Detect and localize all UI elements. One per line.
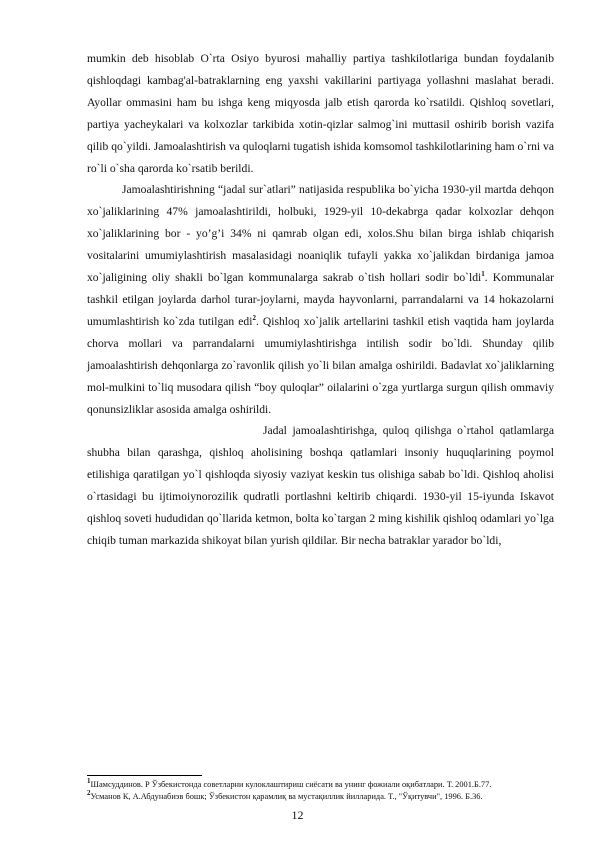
footnote-ref-1[interactable]: 1 (481, 270, 485, 279)
paragraph-2 (87, 179, 554, 420)
footnote-1 (87, 779, 554, 790)
page-body (87, 48, 554, 552)
footnote-2-text: Усманов К, А.Абдунабиэв бошк; Ўзбекистон қарамлиқ ва мустақиллик йилларида. Т., "Ўқитувчи", 1996. Б.36. (90, 792, 483, 801)
footnote-ref-2[interactable]: 2 (252, 314, 256, 323)
footnote-divider (87, 775, 202, 776)
paragraph-3: Jadal jamoalashtirishga, quloq qilishga o`rtahol qatlamlarga shubha bilan qarashga, qishloq aholisining boshqa qatlamlari insoniy huquqlarining poymol etilishiga qaratilgan yo`l qishloqda siyosiy vaziyat keskin tus olishiga sabab bo`ldi. Qishloq aholisi o`rtasidagi bu ijtimoiynorozilik qudratli portlashni keltirib chiqardi. 1930-yil 15-iyunda Iskavot qishloq soveti hududidan qo`llarida ketmon, bolta ko`targan 2 ming kishilik qishloq odamlari yo`lga chiqib tuman markazida shikoyat bilan yurish qildilar. Bir necha batraklar yarador bo`ldi, (87, 424, 554, 547)
footnote-1-text: Шамсуддинов. Р Ўзбекистонда советларни кулоклаштириш сиёсати ва унинг фожиали оқибатлари. Т. 2001.Б.77. (90, 780, 492, 789)
footnote-mark-1: 1 (87, 777, 91, 786)
page-number: 12 (291, 808, 304, 822)
footnotes (87, 779, 554, 803)
paragraph-2-part-c: . Qishloq xo`jalik artellarini tashkil etish vaqtida ham joylarda chorva mollari va parrandalarni umumiylashtirishga intilish sodir bo`ldi. Shunday qilib jamoalashtirish dehqonlarga zo`ravonlik qilish yo`li bilan amalga oshirildi. Badavlat xo`jaliklarning mol-mulkini to`liq musodara qilish “boy quloqlar” oilalarini o`zga yurtlarga surgun qilish ommaviy qonunsizliklar asosida amalga oshirildi. (87, 314, 554, 416)
paragraph-2-part-a: Jamoalashtirishning “jadal sur`atlari” natijasida respublika bo`yicha 1930-yil martda dehqon xo`jaliklarining 47% jamoalashtirildi, holbuki, 1929-yil 10-dekabrga qadar kolxozlar dehqon xo`jaliklarining bor - yo’g’i 34% ni qamrab olgan edi, xolos.Shu bilan birga ishlab chiqarish vositalarini umumiylashtirish masalasidagi noaniqlik tufayli yakka xo`jalikdan birdaniga jamoa xo`jaligining oliy shakli bo`lgan kommunalarga sakrab o`tish hollari sodir bo`ldi (87, 183, 554, 285)
footnote-mark-2: 2 (87, 789, 91, 798)
footnote-2 (87, 791, 554, 802)
paragraph-2-part-b: . Kommunalar tashkil etilgan joylarda darhol turar-joylarni, mayda hayvonlarni, parrandalarni va 14 hokazolarni umumlashtirish ko`zda tutilgan edi (87, 271, 554, 328)
paragraph-1: mumkin deb hisoblab O`rta Osiyo byurosi mahalliy partiya tashkilotlariga bundan foydalanib qishloqdagi kambag'al-batraklarning eng yaxshi vakillarini partiyaga yollashni maslahat beradi. Ayollar ommasini ham bu ishga keng miqyosda jalb etish qarorda ko`rsatildi. Qishloq sovetlari, partiya yacheykalari va kolxozlar tarkibida xotin-qizlar salmog`ini muttasil oshirib borish vazifa qilib qo`yildi. Jamoalashtirish va quloqlarni tugatish ishida komsomol tashkilotlarining ham o`rni va ro`li o`sha qarorda ko`rsatib berildi. (87, 52, 554, 175)
